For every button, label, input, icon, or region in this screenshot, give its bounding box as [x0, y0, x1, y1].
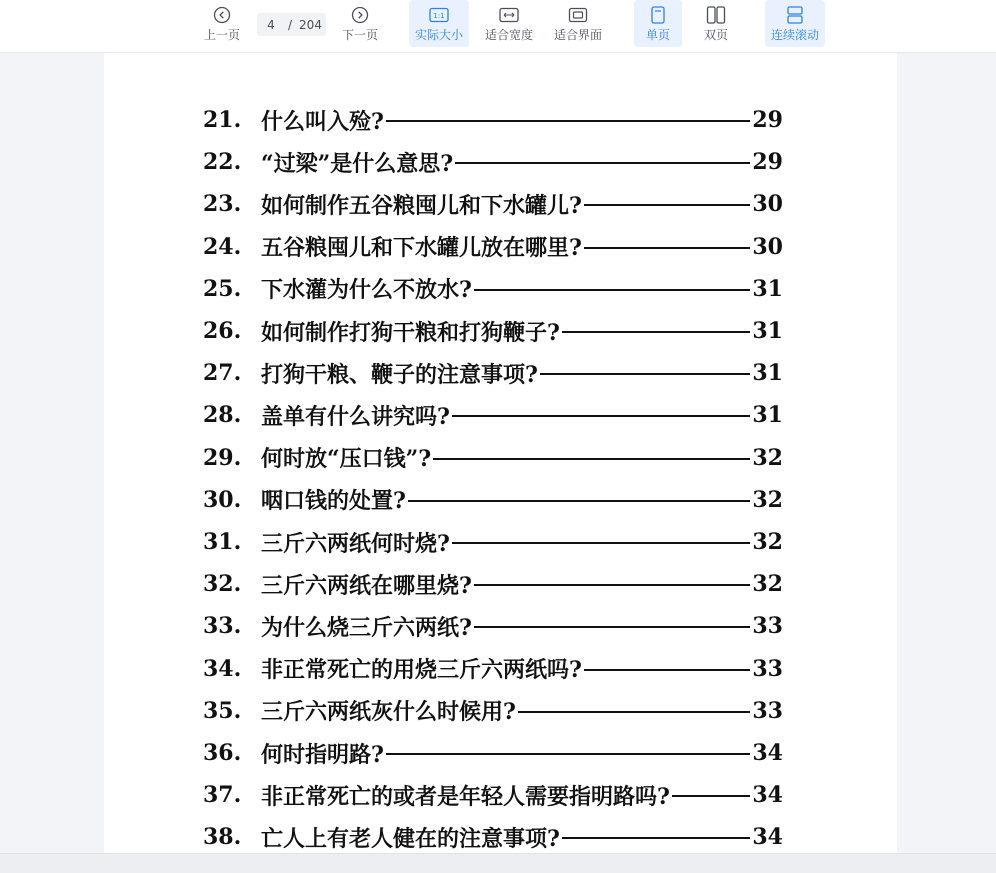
- toc-entry-title: 如何制作打狗干粮和打狗鞭子?: [261, 319, 560, 346]
- toc-entry-number: 27.: [203, 360, 242, 387]
- toc-leader-line: [584, 204, 750, 206]
- toc-entry-page: 31: [752, 402, 783, 429]
- toc-entry-number: 33.: [203, 613, 242, 640]
- prev-page-label: 上一页: [203, 28, 240, 42]
- toc-entry-page: 31: [752, 360, 783, 387]
- toc-entry[interactable]: [203, 653, 783, 685]
- toc-entry[interactable]: [203, 568, 783, 600]
- toc-entry[interactable]: [203, 484, 783, 516]
- toc-entry-number: 38.: [203, 824, 242, 851]
- toc-entry-number: 21.: [203, 107, 242, 133]
- toc-entry-page: 32: [752, 529, 783, 555]
- toc-entry-page: 32: [752, 444, 783, 471]
- continuous-scroll-button[interactable]: [765, 0, 825, 47]
- toc-entry-page: 29: [752, 107, 783, 133]
- toc-leader-line: [672, 795, 750, 797]
- pdf-toolbar: [0, 0, 996, 53]
- toc-entry[interactable]: [203, 695, 783, 727]
- next-page-label: 下一页: [341, 28, 378, 42]
- toc-entry[interactable]: [203, 104, 783, 136]
- toc-leader-line: [433, 458, 750, 460]
- toc-entry[interactable]: [203, 146, 783, 178]
- fit-width-label: 适合宽度: [484, 28, 533, 42]
- fit-page-icon: [568, 6, 588, 24]
- current-page-input[interactable]: 4: [267, 17, 275, 32]
- toc-entry-page: 32: [752, 486, 783, 513]
- single-page-icon: [650, 6, 666, 24]
- toc-entry-number: 31.: [203, 529, 242, 555]
- toc-leader-line: [518, 711, 750, 713]
- toc-entry-title: 咽口钱的处置?: [261, 488, 406, 515]
- toc-entry[interactable]: [203, 357, 783, 389]
- toc-entry-number: 28.: [203, 402, 242, 429]
- actual-size-label: 实际大小: [414, 28, 463, 42]
- fit-page-button[interactable]: [551, 0, 605, 47]
- toc-entry[interactable]: [203, 273, 783, 305]
- document-page: [104, 53, 897, 853]
- toc-leader-line: [452, 542, 750, 544]
- page-indicator: [257, 13, 326, 36]
- continuous-scroll-label: 连续滚动: [770, 28, 819, 42]
- toc-entry-title: 为什么烧三斤六两纸?: [261, 614, 472, 641]
- document-viewport[interactable]: [0, 53, 996, 853]
- toc-leader-line: [540, 373, 750, 375]
- horizontal-scrollbar[interactable]: [0, 853, 996, 873]
- toc-entry-title: 五谷粮囤儿和下水罐儿放在哪里?: [261, 235, 582, 262]
- toc-entry-number: 26.: [203, 318, 242, 344]
- toc-entry-page: 33: [752, 697, 783, 724]
- toc-entry-page: 32: [752, 571, 783, 598]
- fit-width-icon: [499, 6, 519, 24]
- fit-page-label: 适合界面: [553, 28, 602, 42]
- continuous-scroll-icon: [786, 6, 804, 24]
- toc-entry-title: 如何制作五谷粮囤儿和下水罐儿?: [261, 192, 582, 219]
- toc-entry-number: 37.: [203, 782, 242, 809]
- toc-leader-line: [584, 247, 750, 249]
- toc-entry-title: 何时指明路?: [261, 741, 384, 768]
- toc-entry-title: 何时放“压口钱”?: [261, 446, 432, 473]
- toc-entry-number: 25.: [203, 275, 242, 302]
- toc-entry-number: 23.: [203, 191, 242, 218]
- toc-entry-title: “过梁”是什么意思?: [261, 150, 454, 177]
- toc-entry-number: 30.: [203, 486, 242, 513]
- fit-width-button[interactable]: [482, 0, 536, 47]
- toc-entry-number: 36.: [203, 740, 242, 766]
- toc-entry[interactable]: [203, 315, 783, 347]
- toc-entry-number: 24.: [203, 233, 242, 260]
- prev-page-button[interactable]: [200, 0, 244, 47]
- toc-entry-title: 三斤六两纸灰什么时候用?: [261, 699, 516, 726]
- toc-leader-line: [386, 753, 750, 755]
- toc-entry-title: 打狗干粮、鞭子的注意事项?: [261, 361, 538, 388]
- toc-entry-page: 34: [752, 782, 783, 809]
- toc-entry-page: 34: [752, 740, 783, 766]
- actual-size-button[interactable]: [409, 0, 469, 47]
- toc-entry-title: 非正常死亡的或者是年轻人需要指明路吗?: [261, 783, 670, 810]
- toc-entry-page: 31: [752, 275, 783, 302]
- toc-leader-line: [386, 120, 750, 122]
- toc-entry[interactable]: [203, 231, 783, 263]
- toc-leader-line: [474, 289, 750, 291]
- toc-entry[interactable]: [203, 779, 783, 811]
- next-page-button[interactable]: [338, 0, 382, 47]
- toc-entry-page: 34: [752, 824, 783, 851]
- toc-entry[interactable]: [203, 188, 783, 220]
- toc-leader-line: [584, 669, 750, 671]
- toc-entry-page: 33: [752, 613, 783, 640]
- toc-entry[interactable]: [203, 610, 783, 642]
- toc-leader-line: [408, 500, 750, 502]
- toc-entry-page: 33: [752, 655, 783, 682]
- toc-entry-number: 29.: [203, 444, 242, 471]
- actual-size-icon: [429, 6, 449, 24]
- toc-entry[interactable]: [203, 737, 783, 769]
- toc-leader-line: [562, 331, 750, 333]
- toc-entry-title: 三斤六两纸何时烧?: [261, 530, 450, 557]
- toc-entry[interactable]: [203, 442, 783, 474]
- toc-entry-title: 什么叫入殓?: [261, 108, 384, 135]
- single-page-label: 单页: [645, 28, 670, 42]
- toc-entry-title: 亡人上有老人健在的注意事项?: [261, 825, 560, 852]
- toc-entry-number: 22.: [203, 149, 242, 176]
- toc-entry-title: 非正常死亡的用烧三斤六两纸吗?: [261, 657, 582, 684]
- toc-entry[interactable]: [203, 821, 783, 853]
- toc-leader-line: [455, 162, 750, 164]
- single-page-button[interactable]: [634, 0, 682, 47]
- toc-entry-page: 29: [752, 149, 783, 176]
- toc-leader-line: [474, 626, 750, 628]
- toc-entry[interactable]: [203, 526, 783, 558]
- toc-entry-number: 35.: [203, 697, 242, 724]
- toc-entry[interactable]: [203, 399, 783, 431]
- chevron-left-circle-icon: [213, 6, 231, 24]
- toc-entry-title: 盖单有什么讲究吗?: [261, 403, 450, 430]
- toc-leader-line: [562, 837, 750, 839]
- double-page-icon: [706, 6, 726, 24]
- toc-leader-line: [474, 584, 750, 586]
- toc-entry-page: 30: [752, 191, 783, 218]
- double-page-button[interactable]: [692, 0, 740, 47]
- toc-entry-number: 32.: [203, 571, 242, 598]
- svg-text:1:1: 1:1: [433, 12, 445, 20]
- toc-entry-title: 三斤六两纸在哪里烧?: [261, 572, 472, 599]
- toc-entry-title: 下水灌为什么不放水?: [261, 277, 472, 304]
- double-page-label: 双页: [703, 28, 728, 42]
- page-separator: /: [287, 17, 293, 32]
- toc-leader-line: [452, 415, 750, 417]
- total-pages: 204: [299, 17, 322, 32]
- chevron-right-circle-icon: [351, 6, 369, 24]
- toc-entry-number: 34.: [203, 655, 242, 682]
- toc-entry-page: 30: [752, 233, 783, 260]
- toc-entry-page: 31: [752, 318, 783, 344]
